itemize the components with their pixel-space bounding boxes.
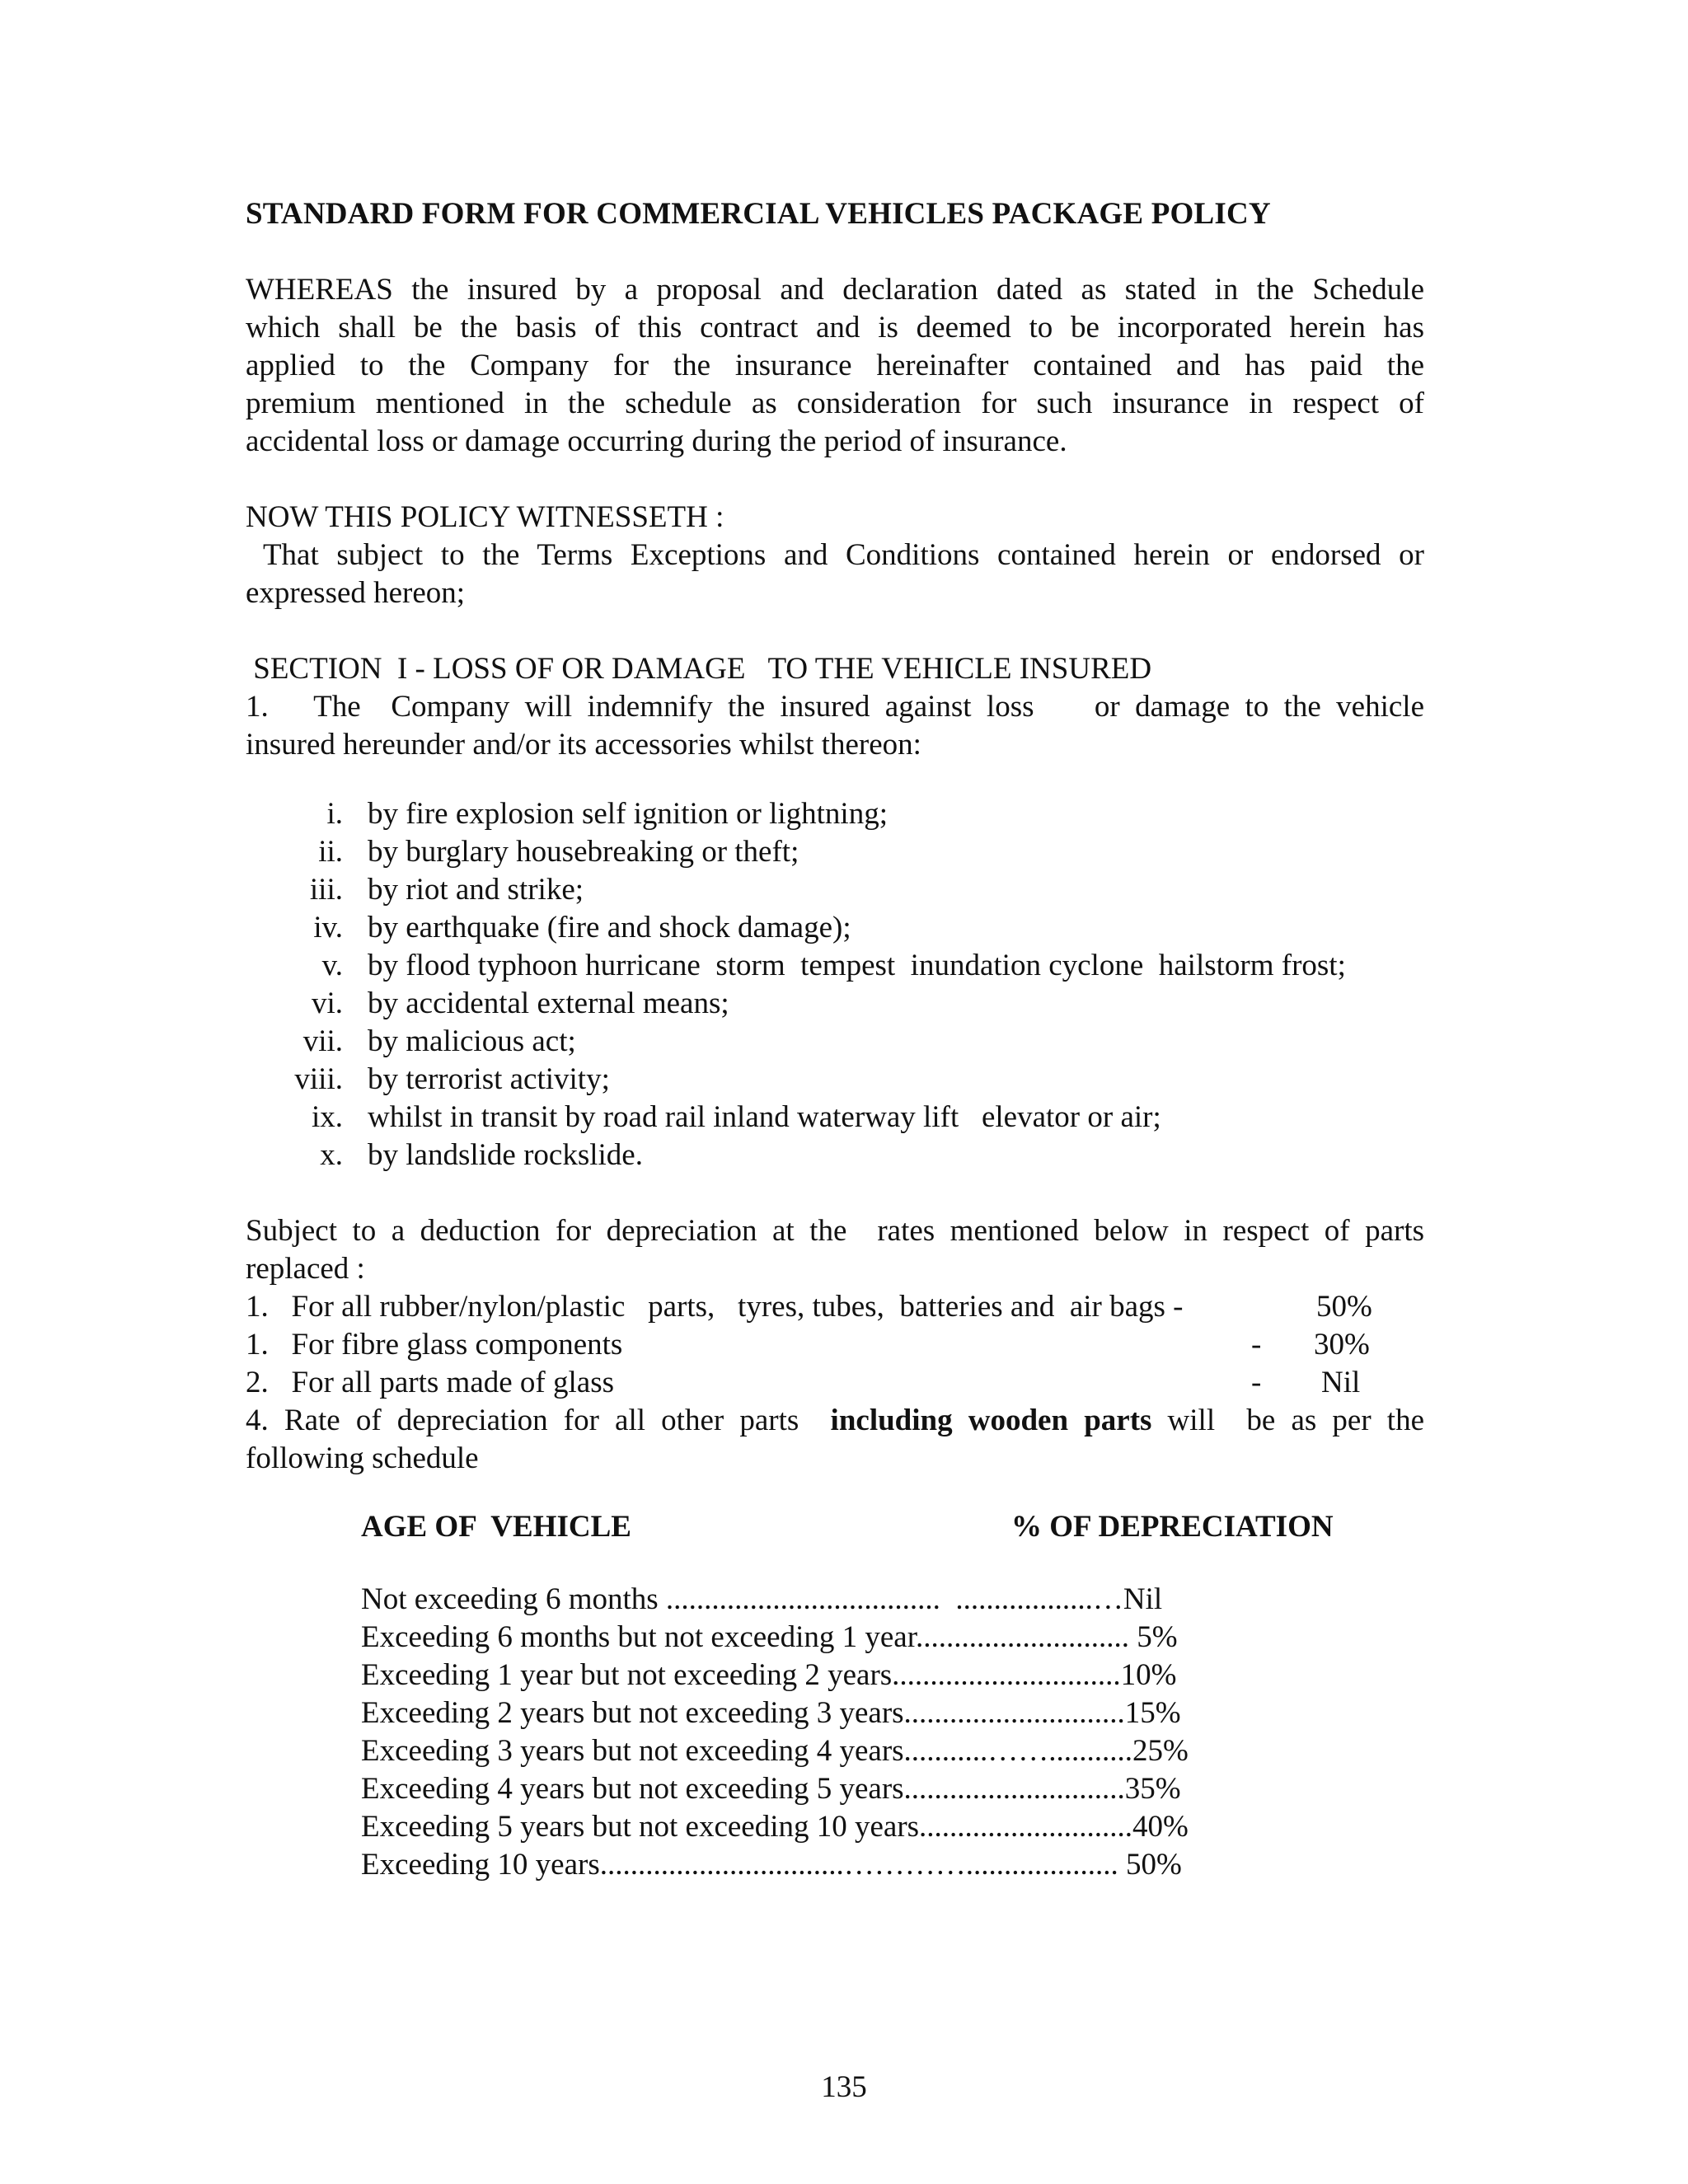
depreciation-intro-line: Subject to a deduction for depreciation at the rates mentioned below in respect of parts [246,1214,1424,1248]
witnesseth-line: That subject to the Terms Exceptions and Conditions contained herein or endorsed or [246,538,1424,572]
depreciation-item-dash: - [1251,1328,1262,1361]
list-item-number: v. [321,949,343,982]
list-item-text: by burglary housebreaking or theft; [368,835,799,869]
table-row: Exceeding 10 years................................………….................... 50% [361,1848,1182,1882]
list-item-text: by landslide rockslide. [368,1138,643,1172]
table-row: Exceeding 2 years but not exceeding 3 years.............................15% [361,1696,1181,1730]
depreciation-other-bold: including wooden parts [830,1404,1152,1437]
list-item-text: by accidental external means; [368,987,729,1020]
depreciation-item-value: Nil [1321,1366,1361,1399]
schedule-table [361,1581,1189,1884]
list-item [246,947,1346,985]
list-item-text: by fire explosion self ignition or lightning; [368,797,888,831]
list-item [246,833,1346,871]
depreciation-other-parts [246,1402,1424,1478]
list-item-text: by earthquake (fire and shock damage); [368,911,851,944]
list-item-text: by riot and strike; [368,873,584,907]
list-item-text: by terrorist activity; [368,1062,610,1096]
section-1-line: 1. The Company will indemnify the insured against loss or damage to the vehicle [246,690,1424,724]
list-item-number: iv. [313,911,343,944]
section-1 [246,650,1424,764]
list-item-number: iii. [309,873,343,907]
list-item-number: x. [320,1138,343,1172]
preamble-line: applied to the Company for the insurance hereinafter contained and has paid the [246,349,1424,382]
page-number: 135 [821,2070,867,2104]
depreciation-other-line [246,1402,1424,1440]
table-row: Exceeding 6 months but not exceeding 1 year............................ 5% [361,1620,1178,1654]
list-item [246,909,1346,947]
depreciation-item-value: 30% [1314,1328,1370,1361]
depreciation-item-value: 50% [1316,1290,1372,1324]
list-item-text: by malicious act; [368,1024,576,1058]
list-item [246,1061,1346,1099]
list-item-number: vi. [311,987,343,1020]
witnesseth-heading: NOW THIS POLICY WITNESSETH : [246,500,724,534]
table-row: Exceeding 1 year but not exceeding 2 years..............................10% [361,1658,1177,1692]
page-title: STANDARD FORM FOR COMMERCIAL VEHICLES PACKAGE POLICY [246,197,1271,231]
table-row: Exceeding 4 years but not exceeding 5 years.............................35% [361,1772,1181,1806]
list-item-number: i. [326,797,343,831]
list-item-text: whilst in transit by road rail inland waterway lift elevator or air; [368,1100,1161,1134]
list-item [246,1099,1346,1137]
schedule-header-percent: % OF DEPRECIATION [1011,1510,1334,1544]
witnesseth-line: expressed hereon; [246,576,466,610]
depreciation-intro [246,1212,1424,1288]
section-1-line: insured hereunder and/or its accessories whilst thereon: [246,728,921,762]
list-item [246,795,1346,833]
list-item-number: vii. [302,1024,343,1058]
preamble-line: which shall be the basis of this contract and is deemed to be incorporated herein has [246,311,1424,344]
table-row: Exceeding 5 years but not exceeding 10 years............................40% [361,1810,1189,1844]
list-item [246,985,1346,1023]
list-item-number: viii. [294,1062,343,1096]
schedule-header-age: AGE OF VEHICLE [361,1510,631,1544]
preamble-line: accidental loss or damage occurring during the period of insurance. [246,424,1067,458]
depreciation-other-suffix: will be as per the [1151,1404,1425,1437]
depreciation-other-line: following schedule [246,1441,479,1475]
depreciation-intro-line: replaced : [246,1252,365,1286]
depreciation-item-dash: - [1251,1366,1262,1399]
list-item-text: by flood typhoon hurricane storm tempest inundation cyclone hailstorm frost; [368,949,1346,982]
list-item [246,871,1346,909]
depreciation-item-label: 2. For all parts made of glass [246,1366,614,1399]
perils-list [246,795,1346,1174]
preamble-paragraph [246,271,1424,461]
list-item [246,1023,1346,1061]
depreciation-item-label: 1. For fibre glass components [246,1328,623,1361]
preamble-line: WHEREAS the insured by a proposal and declaration dated as stated in the Schedule [246,273,1424,307]
depreciation-other-prefix: 4. Rate of depreciation for all other parts [246,1404,831,1437]
list-item-number: ix. [311,1100,343,1134]
preamble-line: premium mentioned in the schedule as consideration for such insurance in respect of [246,387,1424,420]
list-item-number: ii. [318,835,343,869]
list-item [246,1137,1346,1174]
table-row: Exceeding 3 years but not exceeding 4 years...........……...........25% [361,1734,1189,1768]
table-row: Not exceeding 6 months .................................... ..................…Nil [361,1582,1163,1616]
section-1-heading: SECTION I - LOSS OF OR DAMAGE TO THE VEHICLE INSURED [246,652,1152,686]
witnesseth-paragraph [246,499,1424,612]
depreciation-item-label: 1. For all rubber/nylon/plastic parts, tyres, tubes, batteries and air bags - [246,1290,1184,1324]
